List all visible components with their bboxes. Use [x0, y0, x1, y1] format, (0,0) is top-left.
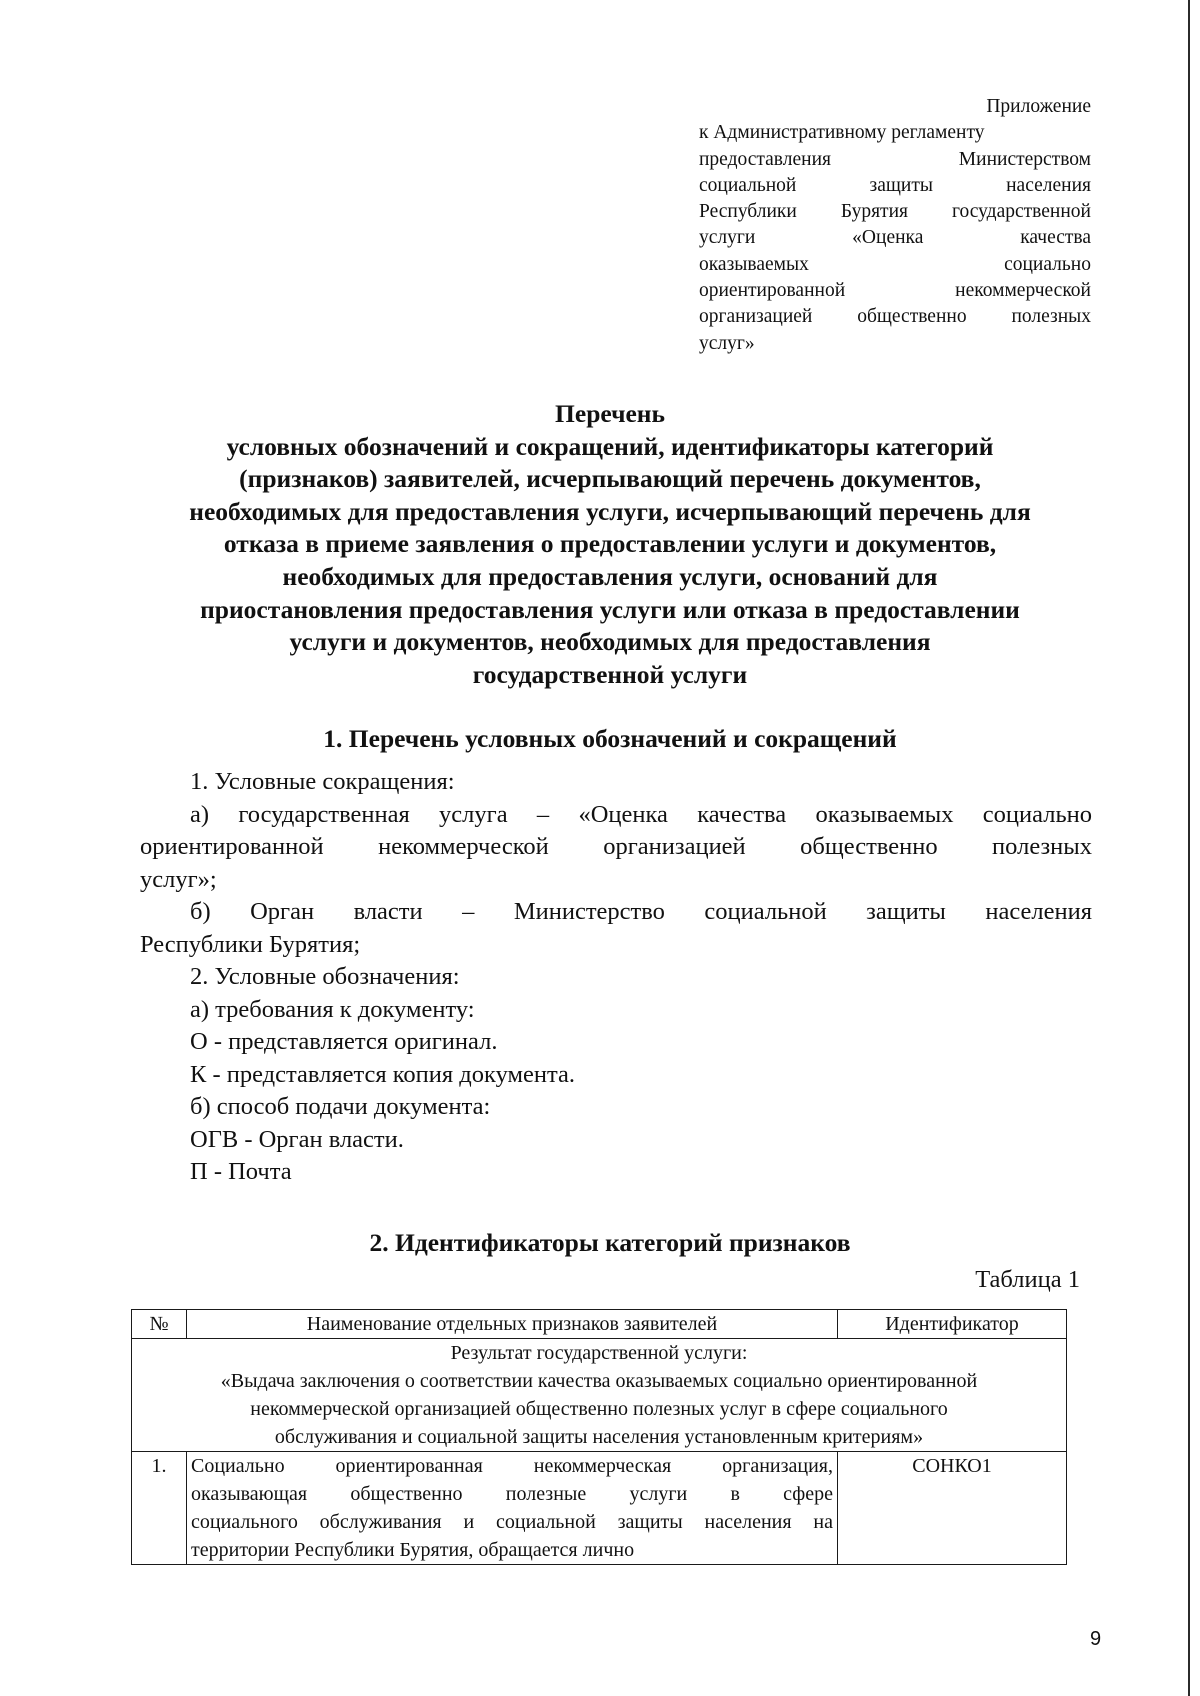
title-line: услуги и документов, необходимых для предоставления [289, 627, 931, 657]
title-line: приостановления предоставления услуги или отказа в предоставлении [200, 594, 1020, 624]
body-line: а) требования к документу: [190, 995, 475, 1023]
row-name-line: Социально ориентированная некоммерческая организация, [191, 1455, 833, 1477]
body-line: а) государственная услуга – «Оценка качества оказываемых социально [190, 800, 1092, 828]
row-name-line: территории Республики Бурятия, обращается лично [191, 1539, 635, 1561]
body-line: 2. Условные обозначения: [190, 963, 460, 990]
body-line: К - представляется копия документа. [190, 1060, 575, 1088]
title-line: отказа в приеме заявления о предоставлении услуги и документов, [223, 529, 997, 559]
appendix-line: Республики Бурятия государственной [699, 201, 1091, 223]
page-number: 9 [1090, 1628, 1102, 1650]
section-1-heading: 1. Перечень условных обозначений и сокращений [323, 724, 897, 753]
header-number: № [132, 1310, 187, 1339]
row-name-line: социального обслуживания и социальной защиты населения на [191, 1511, 833, 1533]
body-line: ОГВ - Орган власти. [190, 1125, 404, 1153]
service-result-cell [132, 1339, 1067, 1452]
appendix-line: оказываемых социально [699, 253, 1091, 275]
row-number: 1. [132, 1452, 187, 1565]
result-line: некоммерческой организацией общественно полезных услуг в сфере социального [250, 1398, 948, 1420]
table-row [132, 1452, 1067, 1565]
table-result-row [132, 1339, 1067, 1452]
body-line: О - представляется оригинал. [190, 1028, 498, 1055]
identifiers-table [131, 1309, 1067, 1565]
appendix-line: услуг» [699, 332, 755, 354]
title-line: (признаков) заявителей, исчерпывающий перечень документов, [239, 464, 981, 494]
page-edge-rule [1188, 0, 1190, 1696]
appendix-line: Приложение [986, 96, 1091, 117]
abbreviations-body [140, 766, 1092, 1189]
row-name-line: оказывающая общественно полезные услуги в сфере [191, 1483, 833, 1505]
title-line: Перечень [555, 399, 665, 428]
body-line: услуг»; [140, 865, 217, 893]
result-line: Результат государственной услуги: [450, 1342, 748, 1364]
appendix-line: социальной защиты населения [699, 174, 1091, 196]
result-line: «Выдача заключения о соответствии качества оказываемых социально ориентированной [220, 1370, 978, 1392]
section-2-heading: 2. Идентификаторы категорий признаков [369, 1228, 851, 1257]
title-line: условных обозначений и сокращений, идентификаторы категорий [226, 431, 994, 461]
header-name: Наименование отдельных признаков заявителей [187, 1310, 838, 1339]
appendix-line: услуги «Оценка качества [699, 227, 1091, 249]
table-header-row [132, 1310, 1067, 1339]
row-identifier: СОНКО1 [838, 1452, 1067, 1565]
title-line: необходимых для предоставления услуги, оснований для [282, 561, 938, 591]
body-line: б) способ подачи документа: [190, 1093, 491, 1120]
title-line: необходимых для предоставления услуги, исчерпывающий перечень для [189, 496, 1031, 526]
body-line: б) Орган власти – Министерство социальной защиты населения [190, 898, 1092, 925]
body-line: ориентированной некоммерческой организацией общественно полезных [140, 833, 1092, 860]
header-identifier: Идентификатор [838, 1310, 1067, 1339]
appendix-line: организацией общественно полезных [699, 306, 1091, 328]
row-name [187, 1452, 838, 1565]
document-title [130, 398, 1090, 691]
appendix-line: ориентированной некоммерческой [699, 280, 1091, 302]
appendix-note [699, 94, 1091, 357]
title-line: государственной услуги [472, 659, 748, 689]
appendix-line: предоставления Министерством [699, 148, 1091, 170]
body-line: Республики Бурятия; [140, 930, 361, 958]
result-line: обслуживания и социальной защиты населения установленным критериям» [274, 1426, 924, 1448]
appendix-line: к Административному регламенту [699, 122, 985, 144]
table-label: Таблица 1 [975, 1266, 1080, 1293]
body-line: П - Почта [190, 1158, 292, 1185]
body-line: 1. Условные сокращения: [190, 768, 455, 795]
